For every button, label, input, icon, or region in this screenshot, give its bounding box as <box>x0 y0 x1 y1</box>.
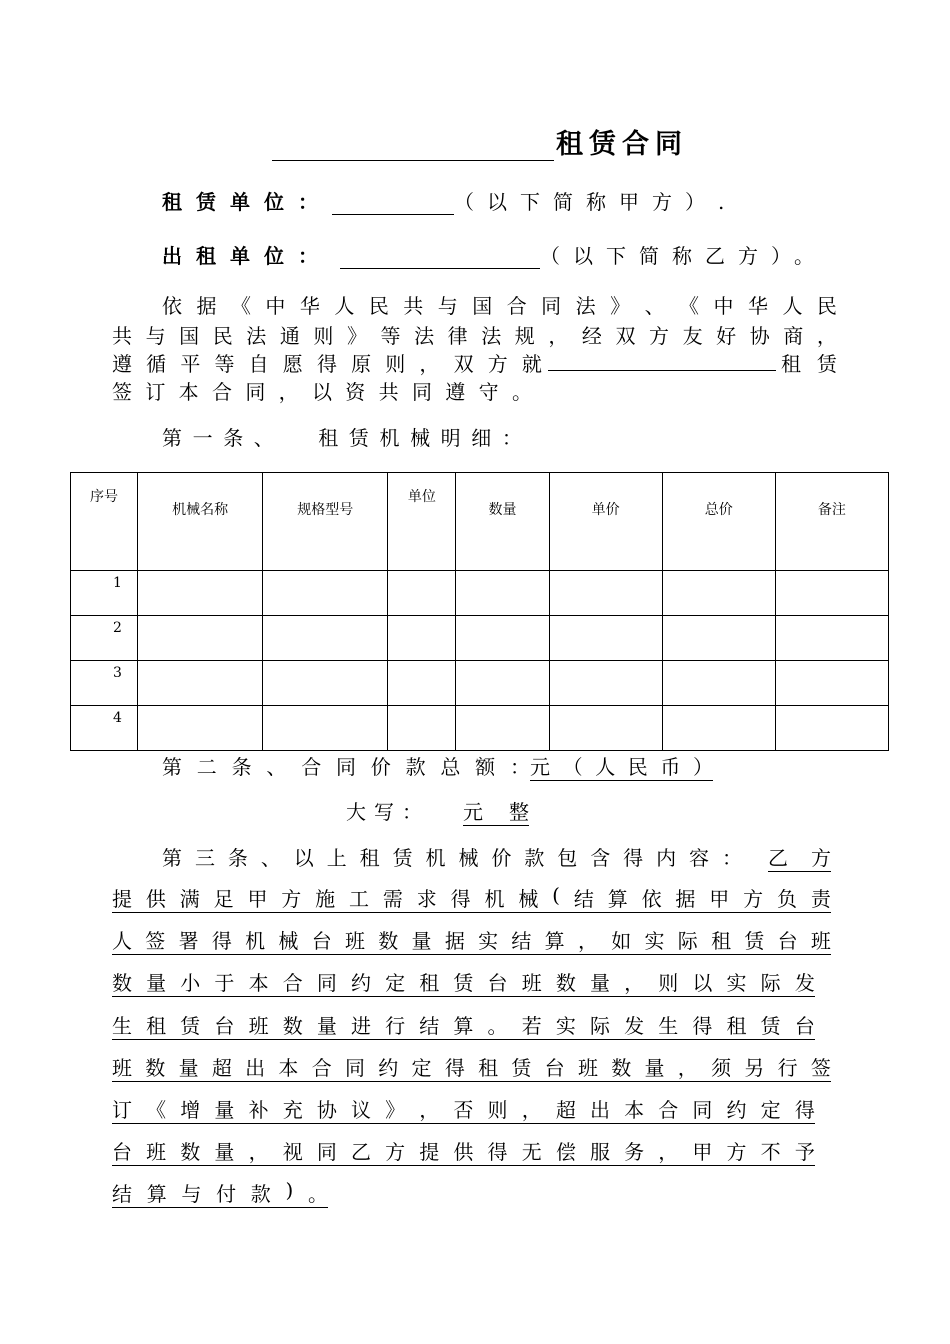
lessee-line <box>162 186 737 215</box>
subject-blank <box>548 348 776 371</box>
article-2-value: 元 （ 人 民 币 ） <box>530 751 713 781</box>
table-row: 4 <box>71 706 889 751</box>
header-index: 序号 <box>71 473 138 571</box>
article-3-first: 乙 方 <box>768 842 831 872</box>
contract-title: 租赁合同 <box>272 122 688 161</box>
header-unit-price: 单价 <box>549 473 662 571</box>
header-total-price: 总价 <box>662 473 775 571</box>
header-quantity: 数量 <box>456 473 549 571</box>
preamble-line-1: 依 据 《 中 华 人 民 共 与 国 合 同 法 》 、 《 中 华 人 民 <box>162 294 837 318</box>
preamble-line-2: 共 与 国 民 法 通 则 》 等 法 律 法 规 ， 经 双 方 友 好 协 商 ， <box>112 324 837 348</box>
article-3-line-5: 班 数 量 超 出 本 合 同 约 定 得 租 赁 台 班 数 量 ， 须 另 行 签 <box>112 1052 831 1082</box>
lessor-blank <box>340 246 540 269</box>
article-3-line-3: 数 量 小 于 本 合 同 约 定 租 赁 台 班 数 量 ， 则 以 实 际 发 <box>112 967 815 997</box>
article-3-line-8: 结 算 与 付 款 ) 。 <box>112 1178 328 1206</box>
header-remarks: 备注 <box>775 473 888 571</box>
header-machine-name: 机械名称 <box>138 473 263 571</box>
table-row: 1 <box>71 571 889 616</box>
article-3-line-6: 订 《 增 量 补 充 协 议 》 ， 否 则 ， 超 出 本 合 同 约 定 得 <box>112 1094 815 1124</box>
lessee-label: 租赁单位： <box>162 190 332 214</box>
article-3-line-2: 人 签 署 得 机 械 台 班 数 量 据 实 结 算 ， 如 实 际 租 赁 台 班 <box>112 925 831 955</box>
lessor-line <box>162 240 827 269</box>
lessor-suffix: （以下简称乙方）。 <box>540 244 827 268</box>
article-3-label: 第 三 条 、 以 上 租 赁 机 械 价 款 包 含 得 内 容 ： <box>162 846 742 870</box>
lessor-label: 出租单位： <box>162 244 332 268</box>
article-1-heading: 第 一 条 、 租 赁 机 械 明 细 ： <box>162 426 522 450</box>
header-unit: 单位 <box>388 473 456 571</box>
table-header-row <box>71 473 889 571</box>
table-row: 3 <box>71 661 889 706</box>
lessee-blank <box>332 192 454 215</box>
article-3-line-4: 生 租 赁 台 班 数 量 进 行 结 算 。 若 实 际 发 生 得 租 赁 台 <box>112 1010 815 1040</box>
capital-label: 大 写 ： <box>346 800 422 824</box>
header-spec-model: 规格型号 <box>263 473 388 571</box>
lessee-suffix: （以下简称甲方）. <box>454 190 738 214</box>
article-3-line-1: 提 供 满 足 甲 方 施 工 需 求 得 机 械 ( 结 算 依 据 甲 方 负 责 <box>112 883 831 911</box>
machinery-table <box>70 472 889 751</box>
article-2-label: 第 二 条 、 合 同 价 款 总 额 ： <box>162 755 530 779</box>
table-row: 2 <box>71 616 889 661</box>
preamble-line-4: 签 订 本 合 同 ， 以 资 共 同 遵 守 。 <box>112 380 532 404</box>
article-3-line-7: 台 班 数 量 ， 视 同 乙 方 提 供 得 无 偿 服 务 ， 甲 方 不 予 <box>112 1136 815 1166</box>
preamble-line-3: 遵 循 平 等 自 愿 得 原 则 ， 双 方 就 租 赁 <box>112 348 837 377</box>
capital-value: 元 整 <box>463 796 529 826</box>
title-blank <box>272 130 554 161</box>
